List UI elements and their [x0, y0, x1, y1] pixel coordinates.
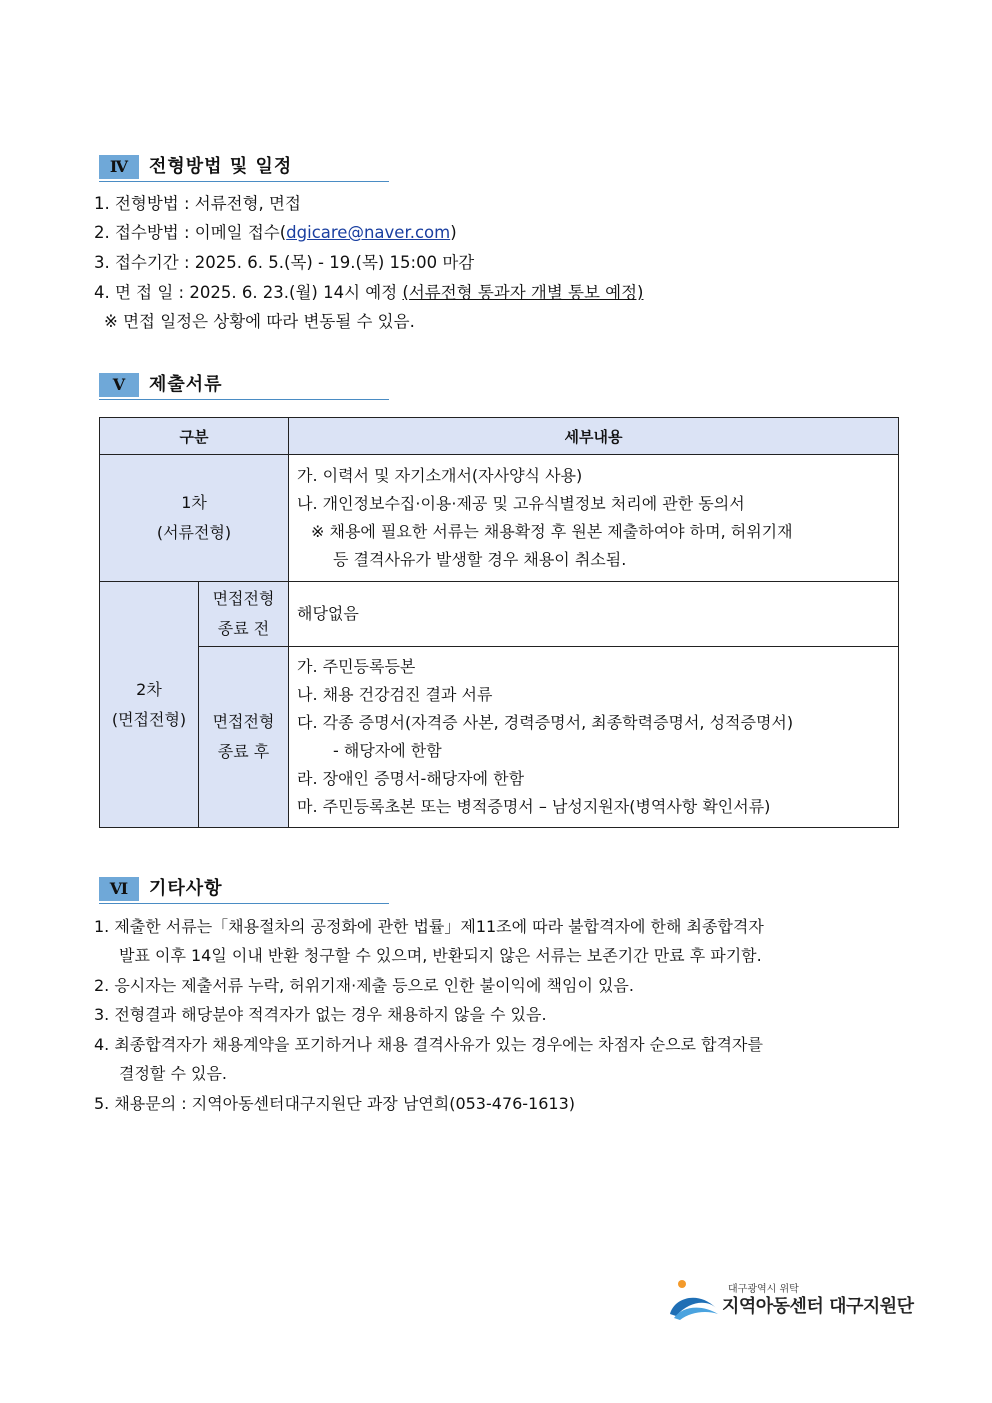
interview-notice: (서류전형 통과자 개별 통보 예정) [402, 283, 644, 302]
notes-item-4: 4. 최종합격자가 채용계약을 포기하거나 채용 결격사유가 있는 경우에는 차점자 순으로 합격자를 [94, 1035, 763, 1054]
section-6-heading [99, 877, 389, 904]
documents-table [99, 417, 899, 828]
interview-schedule-note: ※ 면접 일정은 상황에 따라 변동될 수 있음. [104, 312, 415, 331]
stage2-label-line2: (면접전형) [111, 709, 187, 729]
list-item: 나. 채용 건강검진 결과 서류 [297, 685, 493, 704]
logo-title: 지역아동센터 대구지원단 [722, 1296, 914, 1317]
notes-item-3: 3. 전형결과 해당분야 적격자가 없는 경우 채용하지 않을 수 있음. [94, 1005, 547, 1024]
stage1-notice: ※ 채용에 필요한 서류는 채용확정 후 원본 제출하여야 하며, 허위기재 [311, 522, 793, 541]
stage2-label [100, 582, 199, 828]
table-header-row [100, 418, 899, 455]
stage1-content [289, 455, 899, 582]
email-link[interactable]: dgicare@naver.com [286, 223, 451, 242]
logo-subtitle: 대구광역시 위탁 [728, 1284, 799, 1295]
logo-mark-icon [668, 1278, 720, 1322]
section-4-title: 전형방법 및 일정 [149, 156, 293, 177]
notes-item-2: 2. 응시자는 제출서류 누락, 허위기재·제출 등으로 인한 불이익에 책임이 있음. [94, 976, 634, 995]
notes-item-5: 5. 채용문의 : 지역아동센터대구지원단 과장 남연희(053-476-1613) [94, 1094, 576, 1113]
list-item: 나. 개인정보수집·이용·제공 및 고유식별정보 처리에 관한 동의서 [297, 494, 745, 513]
section-5-number: Ⅴ [99, 373, 139, 397]
table-row [100, 582, 899, 647]
interview-date-line [94, 282, 643, 304]
section-5-title: 제출서류 [149, 374, 223, 395]
header-category: 구분 [100, 418, 289, 455]
section-5-heading [99, 373, 389, 400]
list-item: 가. 주민등록등본 [297, 657, 416, 676]
notes-item-1-cont: 발표 이후 14일 이내 반환 청구할 수 있으며, 반환되지 않은 서류는 보존기간 만료 후 파기함. [119, 946, 762, 965]
before-interview-content: 해당없음 [289, 582, 899, 647]
interview-date-label: 4. 면 접 일 : 2025. 6. 23.(월) 14시 예정 [94, 283, 403, 302]
table-row [100, 647, 899, 828]
stage1-label-line2: (서류전형) [156, 523, 232, 542]
list-item: 마. 주민등록초본 또는 병적증명서 – 남성지원자(병역사항 확인서류) [297, 797, 771, 816]
list-item-cont: - 해당자에 한함 [333, 741, 442, 760]
before-interview-label [199, 582, 289, 647]
table-row [100, 455, 899, 582]
notes-item-4-cont: 결정할 수 있음. [119, 1064, 227, 1083]
list-item: 라. 장애인 증명서-해당자에 한함 [297, 769, 525, 788]
stage1-label-line1: 1차 [181, 493, 207, 512]
section-4-heading [99, 155, 389, 182]
after-interview-content [289, 647, 899, 828]
stage2-label-line1: 2차 [136, 679, 162, 699]
list-item: 다. 각종 증명서(자격증 사본, 경력증명서, 최종학력증명서, 성적증명서) [297, 713, 794, 732]
selection-method-line: 1. 전형방법 : 서류전형, 면접 [94, 194, 301, 213]
after-interview-label [199, 647, 289, 828]
organization-logo [668, 1278, 914, 1322]
email-close-paren: ) [450, 223, 457, 242]
after-interview-line1: 면접전형 [212, 712, 275, 731]
header-details: 세부내용 [289, 418, 899, 455]
notes-item-1: 1. 제출한 서류는「채용절차의 공정화에 관한 법률」제11조에 따라 불합격자에 한해 최종합격자 [94, 917, 764, 936]
list-item: 가. 이력서 및 자기소개서(자사양식 사용) [297, 466, 583, 485]
before-interview-line1: 면접전형 [212, 589, 275, 608]
section-4-number: Ⅳ [99, 155, 139, 179]
before-interview-line2: 종료 전 [217, 619, 270, 638]
application-method-label: 2. 접수방법 : 이메일 접수( [94, 223, 287, 242]
application-method-line [94, 222, 457, 244]
stage1-label [100, 455, 289, 582]
after-interview-line2: 종료 후 [217, 742, 270, 761]
section-6-title: 기타사항 [149, 878, 223, 899]
stage1-notice-cont: 등 결격사유가 발생할 경우 채용이 취소됨. [333, 550, 627, 569]
section-6-number: Ⅵ [99, 877, 139, 901]
application-period-line: 3. 접수기간 : 2025. 6. 5.(목) - 19.(목) 15:00 마감 [94, 253, 475, 272]
